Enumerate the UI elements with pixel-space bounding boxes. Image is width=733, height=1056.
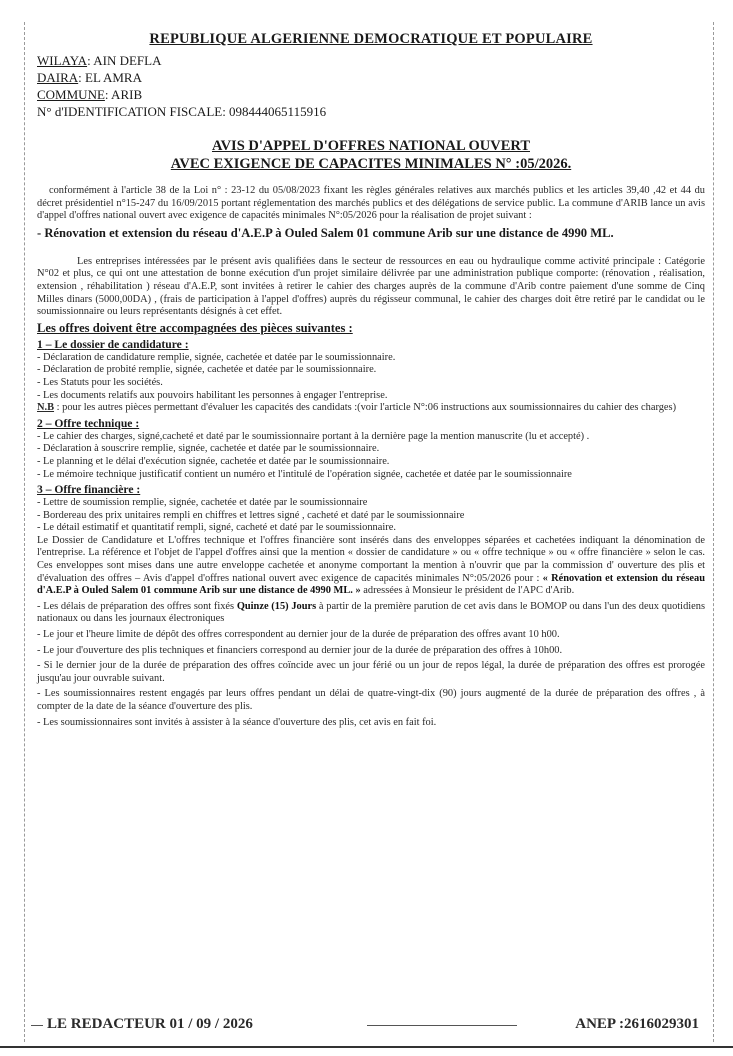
- wilaya-value: : AIN DEFLA: [87, 53, 162, 68]
- section-2-heading: 2 – Offre technique :: [37, 416, 140, 430]
- list-item: - Déclaration de candidature remplie, signée, cachetée et datée par le soumissionnaire.: [37, 351, 396, 363]
- authority-block: [37, 52, 705, 120]
- project-title: - Rénovation et extension du réseau d'A.E.P à Ouled Salem 01 commune Arib sur une distance de 4990 ML.: [37, 225, 614, 240]
- envelopes-text-c: adressées à Monsieur le président de l'APC d'Arib.: [360, 585, 575, 597]
- delay-text-c: à partir de la première parution de cet avis dans le BOMOP ou dans l'un des deux quotidiens nationaux ou dans les journaux électroniques: [37, 600, 705, 625]
- republic-heading: REPUBLIQUE ALGERIENNE DEMOCRATIQUE ET POPULAIRE: [149, 31, 593, 47]
- list-item: - Les Statuts pour les sociétés.: [37, 376, 163, 388]
- validity-paragraph: - Les soumissionnaires restent engagés par leurs offres pendant un délai de quatre-vingt-dix (90) jours augmenté de la durée de préparation des offres , à compter de la date de la séance d'ouverture des plis.: [37, 688, 705, 712]
- intro-paragraph: conformément à l'article 38 de la Loi n° : 23-12 du 05/08/2023 fixant les règles générales relatives aux marchés publics et les articles 39,40 ,42 et 44 du décret présidentiel n°15-247 du 16/09/2015 portant réglementation des marchés publics et des délégations de service public. La commune d'ARIB lance un avis d'appel d'offres national ouvert avec exigence de capacités minimales N°:05/2026 pour la réalisation de projet suivant :: [37, 185, 705, 222]
- list-item: - Déclaration à souscrire remplie, signée, cachetée et datée par le soumissionnaire.: [37, 443, 380, 455]
- title-line-2: AVEC EXIGENCE DE CAPACITES MINIMALES N° :05/2026.: [170, 156, 572, 172]
- section-1-heading: 1 – Le dossier de candidature :: [37, 337, 189, 351]
- anep-number: ANEP :2616029301: [575, 1016, 699, 1032]
- notice-title: [37, 137, 705, 173]
- redactor-date: LE REDACTEUR 01 / 09 / 2026: [47, 1016, 253, 1032]
- wilaya-label: WILAYA: [37, 53, 88, 68]
- delay-duration: Quinze (15) Jours: [236, 600, 317, 612]
- delay-text-a: - Les délais de préparation des offres sont fixés: [37, 600, 237, 612]
- list-item: - Le mémoire technique justificatif contient un numéro et l'intitulé de l'opération signée, cachetée et datée par le soumissionnaire: [37, 468, 572, 480]
- title-line-1: AVIS D'APPEL D'OFFRES NATIONAL OUVERT: [211, 138, 530, 154]
- eligibility-paragraph: Les entreprises intéressées par le présent avis qualifiées dans le secteur de ressources en eau ou hydraulique comme activité principale : Catégorie N°02 et plus, ce qui ont une attestation de bonne exécution d'un projet similaire délivrée par une administration publique comporte: (rénovation , réalisation, extension , réhabilitation ) réseau d'A.E.P, sont invitées à retirer le cahier des charges auprès de la commune d'Arib contre paiement d'une somme de Cinq Milles dinars (5000,00DA) , (frais de participation à l'appel d'offres) auprès du régisseur communal, le cahier des charges doit être retiré par le candidat ou le soumissionnaire ou leurs représentants désignés à cet effet.: [37, 255, 705, 318]
- bottom-rule: [0, 1046, 733, 1048]
- list-item: - Les documents relatifs aux pouvoirs habilitant les personnes à engager l'entreprise.: [37, 389, 388, 401]
- envelopes-text-a: Le Dossier de Candidature et L'offres technique et l'offres financière sont insérés dans des enveloppes séparées et cachetées indiquant la dénomination de l'entreprise. La référence et l'objet de l'appel d'offres ainsi que la mention « dossier de candidature » ou « offre technique » ou « offre financière » selon le cas. Ces enveloppes sont mises dans une autre enveloppe cachetée et anonyme comportant la mention à n'ouvrir que par la commission d' ouverture des plis et d'évaluation des offres – Avis d'appel d'offres national ouvert avec exigence de capacités minimales N°:05/2026 pour :: [37, 534, 705, 584]
- holiday-paragraph: - Si le dernier jour de la durée de préparation des offres coïncide avec un jour férié ou un jour de repos légal, la durée de préparation des offres est prorogée jusqu'au jour ouvrable suivant.: [37, 660, 705, 684]
- nb-label: N.B: [37, 402, 55, 414]
- offers-heading: Les offres doivent être accompagnées des pièces suivantes :: [37, 320, 353, 335]
- nb-note: [37, 402, 705, 415]
- notice-page: [24, 22, 714, 1042]
- deadline-paragraph: - Le jour et l'heure limite de dépôt des offres correspondent au dernier jour de la durée de préparation des offres avant 10 h00.: [37, 629, 560, 641]
- daira-label: DAIRA: [37, 70, 79, 85]
- commune-line: [37, 86, 705, 103]
- daira-line: [37, 69, 705, 86]
- notice-footer: [25, 1013, 713, 1037]
- list-item: - Bordereau des prix unitaires rempli en chiffres et lettres signé , cacheté et daté par le soumissionnaire: [37, 509, 465, 521]
- delay-paragraph: [37, 601, 705, 626]
- daira-value: : EL AMRA: [78, 70, 142, 85]
- section-3-heading: 3 – Offre financière :: [37, 483, 141, 497]
- commune-value: : ARIB: [104, 87, 143, 102]
- footer-rule-left: [31, 1025, 43, 1026]
- invite-paragraph: - Les soumissionnaires sont invités à assister à la séance d'ouverture des plis, cet avis en fait foi.: [37, 716, 437, 728]
- list-item: - Le cahier des charges, signé,cacheté et daté par le soumissionnaire portant à la dernière page la mention manuscrite (lu et accepté) .: [37, 430, 590, 442]
- commune-label: COMMUNE: [37, 87, 105, 102]
- opening-paragraph: - Le jour d'ouverture des plis techniques et financiers correspond au dernier jour de la durée de préparation des offres à 10h00.: [37, 644, 563, 656]
- list-item: - Le planning et le délai d'exécution signée, cachetée et datée par le soumissionnaire.: [37, 455, 390, 467]
- list-item: - Déclaration de probité remplie, signée, cachetée et datée par le soumissionnaire.: [37, 364, 377, 376]
- nb-text: : pour les autres pièces permettant d'évaluer les capacités des candidats :(voir l'article N°:06 instructions aux soumissionnaires du cahier des charges): [54, 402, 677, 414]
- notice-content: [37, 22, 705, 729]
- list-item: - Le détail estimatif et quantitatif rempli, signé, cacheté et daté par le soumissionnaire.: [37, 522, 396, 534]
- footer-rule-middle: [367, 1025, 517, 1026]
- fiscal-id: N° d'IDENTIFICATION FISCALE: 098444065115916: [37, 104, 327, 119]
- envelopes-project: « Rénovation et extension du réseau d'A.E.P à Ouled Salem 01 commune Arib sur une distance de 4990 ML. »: [37, 572, 706, 597]
- wilaya-line: [37, 52, 705, 69]
- envelopes-paragraph: [37, 535, 705, 598]
- list-item: - Lettre de soumission remplie, signée, cachetée et datée par le soumissionnaire: [37, 497, 368, 509]
